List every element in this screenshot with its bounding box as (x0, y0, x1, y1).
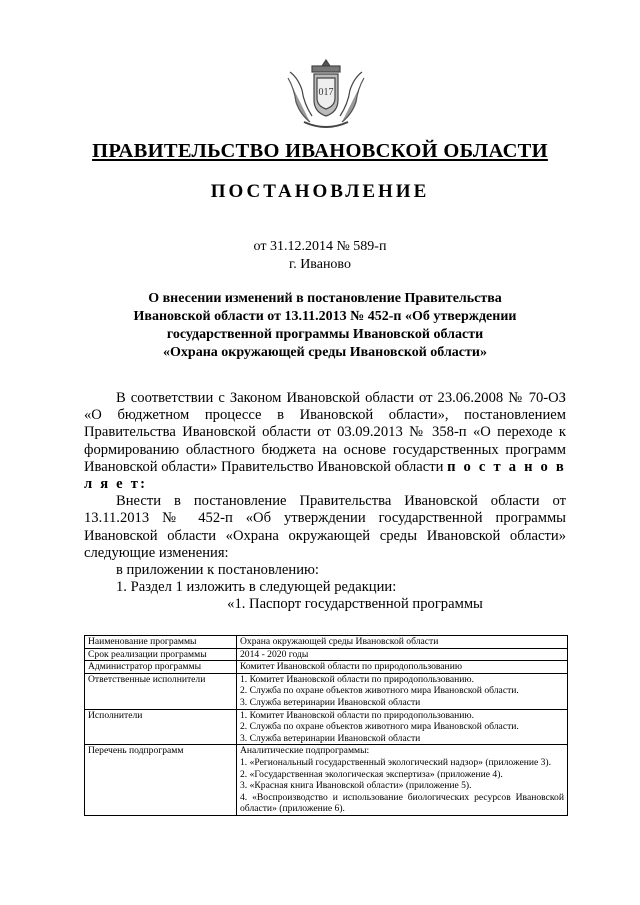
date-block (0, 238, 640, 274)
document-body (84, 390, 566, 614)
title-line-2: Ивановской области от 13.11.2013 № 452-п «Об утверждении (133, 309, 517, 324)
title-line-3: государственной программы Ивановской области (166, 327, 484, 342)
table-value (237, 709, 568, 745)
value-line: 3. Служба ветеринарии Ивановской области (240, 696, 421, 708)
table-value (237, 673, 568, 709)
amendment-paragraph: Внести в постановление Правительства Ивановской области от 13.11.2013 № 452-п «Об утверждении государственной программы Ивановской области «Охрана окружающей среды Ивановской области» следующие изменения: (84, 493, 566, 561)
table-row (85, 636, 568, 649)
table-row (85, 673, 568, 709)
table-key: Наименование программы (85, 636, 237, 649)
table-row (85, 648, 568, 661)
value-line: 1. Комитет Ивановской области по природопользованию. (240, 673, 474, 685)
table-value: Охрана окружающей среды Ивановской области (237, 636, 568, 649)
table-row (85, 661, 568, 674)
government-name: ПРАВИТЕЛЬСТВО ИВАНОВСКОЙ ОБЛАСТИ (92, 140, 548, 162)
title-line-1: О внесении изменений в постановление Правительства (148, 291, 502, 306)
passport-heading: «1. Паспорт государственной программы (227, 596, 483, 613)
title-line-4: «Охрана окружающей среды Ивановской области» (163, 345, 487, 360)
table-key: Администратор программы (85, 661, 237, 674)
document-type: ПОСТАНОВЛЕНИЕ (210, 181, 430, 202)
svg-text:017: 017 (318, 87, 334, 98)
value-line: 2. «Государственная экологическая экспертиза» (приложение 4). (240, 768, 503, 780)
resolves-word: п о с т а н о в л я е т: (84, 458, 566, 493)
city: г. Иваново (289, 257, 351, 272)
table-key: Срок реализации программы (85, 648, 237, 661)
table-row (85, 709, 568, 745)
section-paragraph: 1. Раздел 1 изложить в следующей редакции: (116, 579, 397, 596)
date-number: от 31.12.2014 № 589-п (253, 239, 387, 254)
value-line: 3. «Красная книга Ивановской области» (приложение 5). (240, 780, 472, 792)
value-line: 4. «Воспроизводство и использование биологических ресурсов Ивановской области» (приложение 6). (240, 791, 564, 815)
value-line: Аналитические подпрограммы: (240, 745, 370, 757)
passport-table (84, 635, 568, 816)
value-line: 1. «Региональный государственный экологический надзор» (приложение 3). (240, 756, 552, 768)
appendix-paragraph: в приложении к постановлению: (116, 562, 319, 579)
preamble-paragraph (84, 390, 566, 493)
table-key: Исполнители (85, 709, 237, 745)
table-value: 2014 - 2020 годы (237, 648, 568, 661)
table-key: Перечень подпрограмм (85, 745, 237, 816)
table-value: Комитет Ивановской области по природопользованию (237, 661, 568, 674)
table-key: Ответственные исполнители (85, 673, 237, 709)
value-line: 2. Служба по охране объектов животного мира Ивановской области. (240, 721, 519, 733)
coat-of-arms-emblem (284, 58, 368, 130)
value-line: 1. Комитет Ивановской области по природопользованию. (240, 709, 474, 721)
value-line: 2. Служба по охране объектов животного мира Ивановской области. (240, 685, 519, 697)
document-title (90, 290, 560, 362)
table-value (237, 745, 568, 816)
preamble-text: В соответствии с Законом Ивановской области от 23.06.2008 № 70-ОЗ «О бюджетном процессе в Ивановской области», постановлением Правительства Ивановской области от 03.09.2013 № 358-п «О переходе к формированию областного бюджета на основе государственных программ Ивановской области» Правительство Ивановской области (84, 390, 566, 475)
table-row (85, 745, 568, 816)
value-line: 3. Служба ветеринарии Ивановской области (240, 732, 421, 744)
